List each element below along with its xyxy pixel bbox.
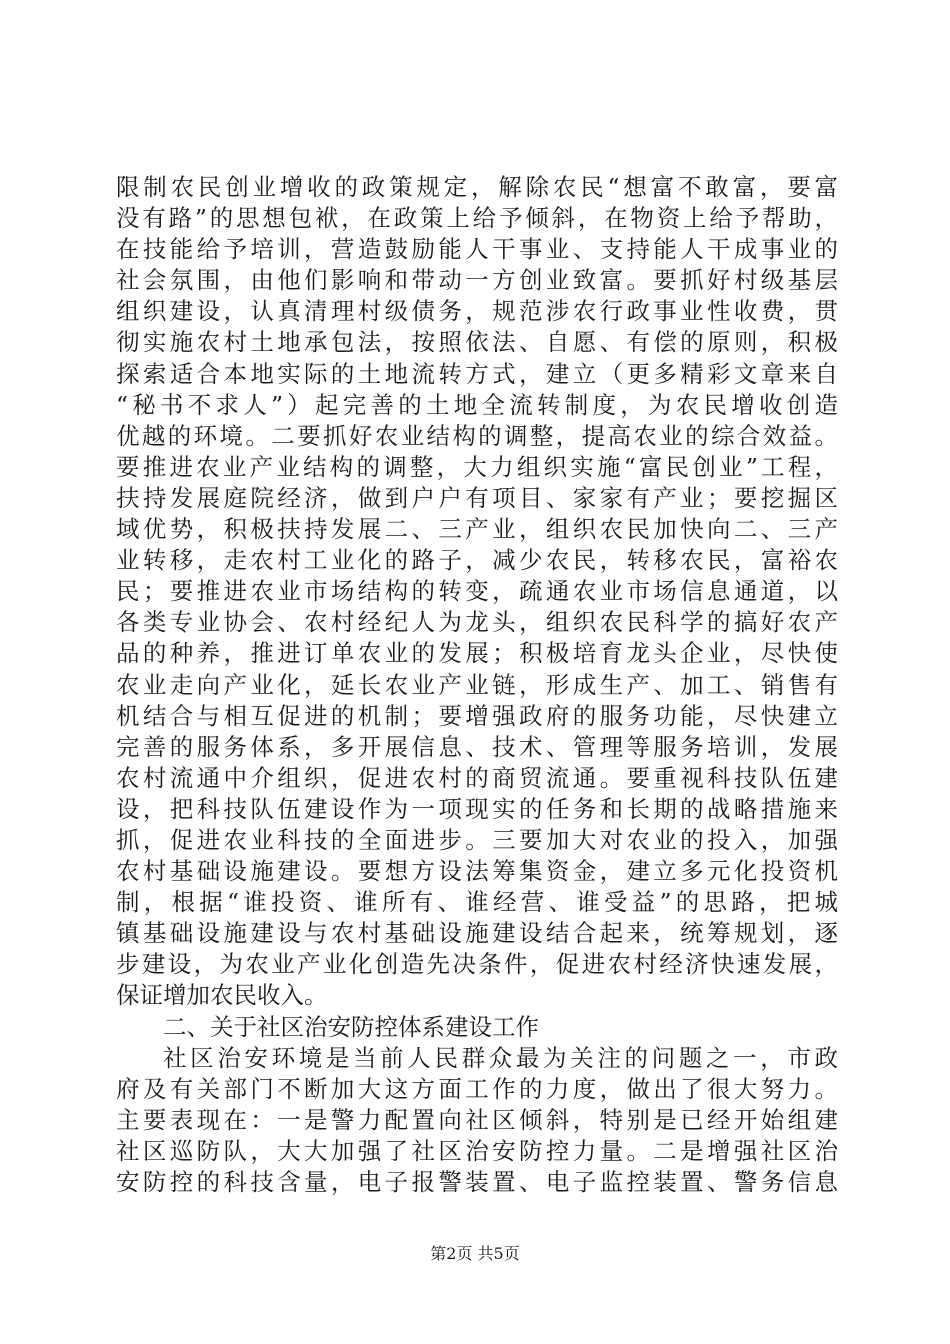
body-line: 安防控的科技含量，电子报警装置、电子监控装置、警务信息	[116, 1168, 838, 1196]
body-line: 设，把科技队伍建设作为一项现实的任务和长期的战略措施来	[116, 794, 838, 823]
body-line: 抓，促进农业科技的全面进步。三要加大对农业的投入，加强	[116, 825, 838, 854]
body-line: 府及有关部门不断加大这方面工作的力度，做出了很大努力。	[116, 1074, 838, 1103]
body-line: 品的种养，推进订单农业的发展；积极培育龙头企业，尽快使	[116, 639, 838, 668]
body-line: 组织建设，认真清理村级债务，规范涉农行政事业性收费，贯	[116, 297, 838, 326]
body-line: 保证增加农民收入。	[116, 981, 328, 1010]
body-line: 要推进农业产业结构的调整，大力组织实施“富民创业”工程，	[116, 452, 838, 481]
body-line: 步建设，为农业产业化创造先决条件，促进农村经济快速发展，	[116, 950, 838, 979]
body-line: 在技能给予培训，营造鼓励能人干事业、支持能人干成事业的	[116, 235, 838, 264]
body-line: 农村流通中介组织，促进农村的商贸流通。要重视科技队伍建	[116, 763, 838, 792]
body-line: 完善的服务体系，多开展信息、技术、管理等服务培训，发展	[116, 732, 838, 761]
body-line: 扶持发展庭院经济，做到户户有项目、家家有产业；要挖掘区	[116, 483, 838, 512]
body-line: 没有路”的思想包袱，在政策上给予倾斜，在物资上给予帮助，	[116, 204, 838, 233]
body-line: 社会氛围，由他们影响和带动一方创业致富。要抓好村级基层	[116, 266, 838, 295]
body-line: 探索适合本地实际的土地流转方式，建立（更多精彩文章来自	[116, 359, 838, 388]
body-line: 民；要推进农业市场结构的转变，疏通农业市场信息通道，以	[116, 577, 838, 606]
body-line: 业转移，走农村工业化的路子，减少农民，转移农民，富裕农	[116, 546, 838, 575]
body-line: 机结合与相互促进的机制；要增强政府的服务功能，尽快建立	[116, 701, 838, 730]
body-line: 社区巡防队，大大加强了社区治安防控力量。二是增强社区治	[116, 1136, 838, 1165]
body-line: 彻实施农村土地承包法，按照依法、自愿、有偿的原则，积极	[116, 328, 838, 357]
body-line: 限制农民创业增收的政策规定，解除农民“想富不敢富，要富	[116, 173, 838, 201]
document-body	[116, 172, 838, 1198]
body-line: 农业走向产业化，延长农业产业链，形成生产、加工、销售有	[116, 670, 838, 699]
body-line: 制，根据“谁投资、谁所有、谁经营、谁受益”的思路，把城	[116, 888, 838, 917]
body-line: 各类专业协会、农村经纪人为龙头，组织农民科学的搞好农产	[116, 608, 838, 637]
body-line: 域优势，积极扶持发展二、三产业，组织农民加快向二、三产	[116, 515, 838, 544]
body-line: 主要表现在：一是警力配置向社区倾斜，特别是已经开始组建	[116, 1105, 838, 1134]
body-line: “秘书不求人”）起完善的土地全流转制度，为农民增收创造	[116, 390, 838, 419]
body-line: 社区治安环境是当前人民群众最为关注的问题之一，市政	[163, 1043, 838, 1072]
body-line: 优越的环境。二要抓好农业结构的调整，提高农业的综合效益。	[116, 421, 838, 450]
section-heading: 二、关于社区治安防控体系建设工作	[163, 1012, 539, 1041]
body-line: 农村基础设施建设。要想方设法筹集资金，建立多元化投资机	[116, 857, 838, 886]
body-line: 镇基础设施建设与农村基础设施建设结合起来，统筹规划，逐	[116, 919, 838, 948]
page-number-footer: 第2页 共5页	[430, 1244, 520, 1263]
